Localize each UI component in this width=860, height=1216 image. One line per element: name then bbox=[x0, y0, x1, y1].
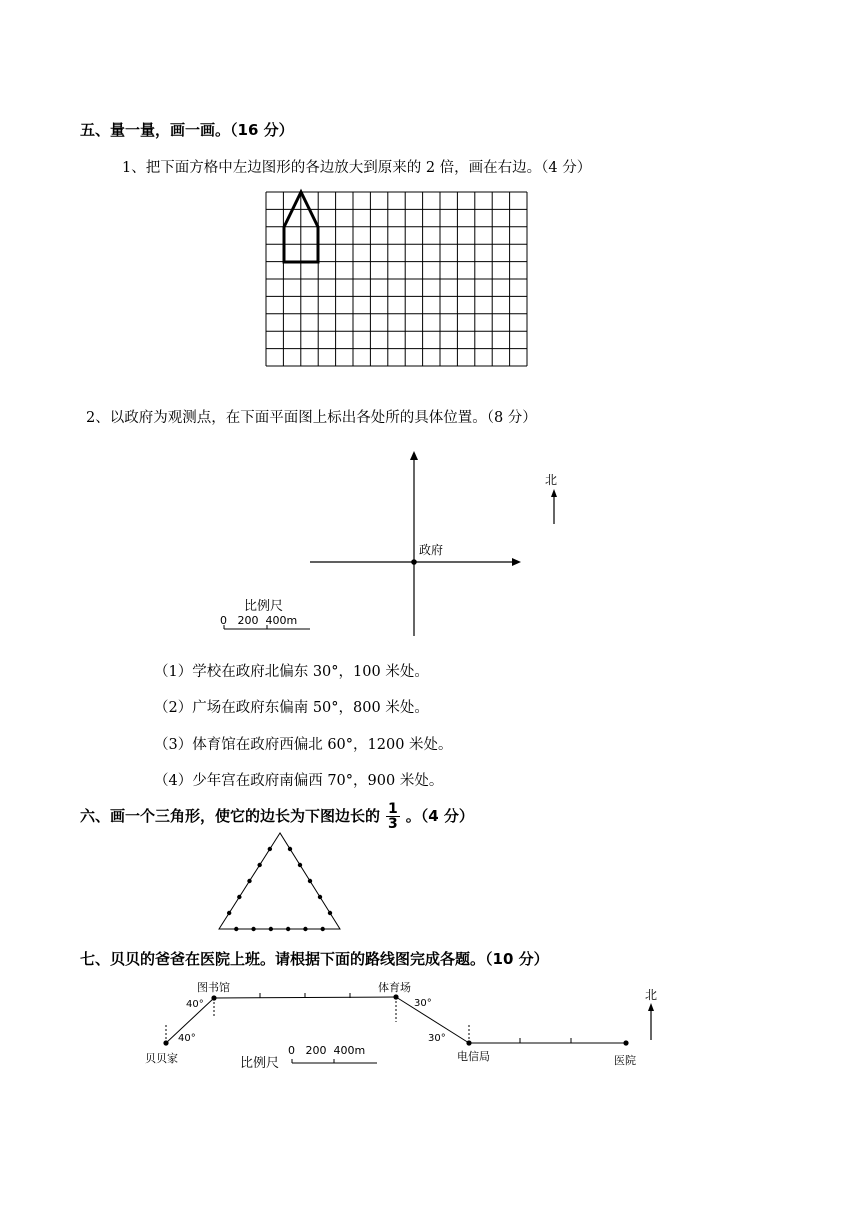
section6-title-suffix: 。（4 分） bbox=[405, 807, 474, 825]
government-label: 政府 bbox=[419, 543, 444, 557]
section7-title: 七、贝贝的爸爸在医院上班。请根据下面的路线图完成各题。（10 分） bbox=[80, 950, 549, 968]
location-item: （1）学校在政府北偏东 30°，100 米处。 bbox=[154, 664, 429, 680]
route-scale-title: 比例尺 bbox=[240, 1056, 280, 1071]
telecom-label: 电信局 bbox=[457, 1050, 490, 1063]
route-north-label: 北 bbox=[645, 988, 658, 1002]
section5-title: 五、量一量，画一画。（16 分） bbox=[80, 121, 294, 139]
angle-home: 40° bbox=[178, 1033, 196, 1044]
angle-library: 40° bbox=[186, 999, 204, 1010]
question-2-text: 2、以政府为观测点，在下面平面图上标出各处所的具体位置。（8 分） bbox=[86, 410, 537, 426]
scale-ticks: 0 200 400m bbox=[220, 614, 298, 627]
section6-title-text: 六、画一个三角形，使它的边长为下图边长的 bbox=[80, 807, 381, 825]
angle-telecom: 30° bbox=[428, 1033, 446, 1044]
route-north-arrow-icon bbox=[648, 1003, 654, 1011]
fraction-one-third: $\frac{1}{3}$ bbox=[388, 801, 398, 832]
angle-stadium: 30° bbox=[414, 998, 432, 1009]
location-item: （2）广场在政府东偏南 50°，800 米处。 bbox=[154, 700, 429, 716]
hospital-point bbox=[623, 1040, 628, 1045]
question-1-text: 1、把下面方格中左边图形的各边放大到原来的 2 倍，画在右边。（4 分） bbox=[122, 160, 592, 176]
location-item: （4）少年宫在政府南偏西 70°，900 米处。 bbox=[154, 773, 444, 789]
hospital-label: 医院 bbox=[614, 1054, 636, 1067]
stadium-point bbox=[393, 994, 398, 999]
library-label: 图书馆 bbox=[197, 981, 230, 994]
library-point bbox=[211, 995, 216, 1000]
scale-title: 比例尺 bbox=[244, 599, 284, 614]
stadium-label: 体育场 bbox=[378, 981, 411, 994]
location-item: （3）体育馆在政府西偏北 60°，1200 米处。 bbox=[154, 737, 453, 753]
route-scale-ticks: 0 200 400m bbox=[288, 1044, 366, 1057]
north-label: 北 bbox=[545, 473, 558, 487]
home-label: 贝贝家 bbox=[145, 1052, 178, 1065]
telecom-point bbox=[466, 1040, 471, 1045]
home-point bbox=[163, 1040, 168, 1045]
